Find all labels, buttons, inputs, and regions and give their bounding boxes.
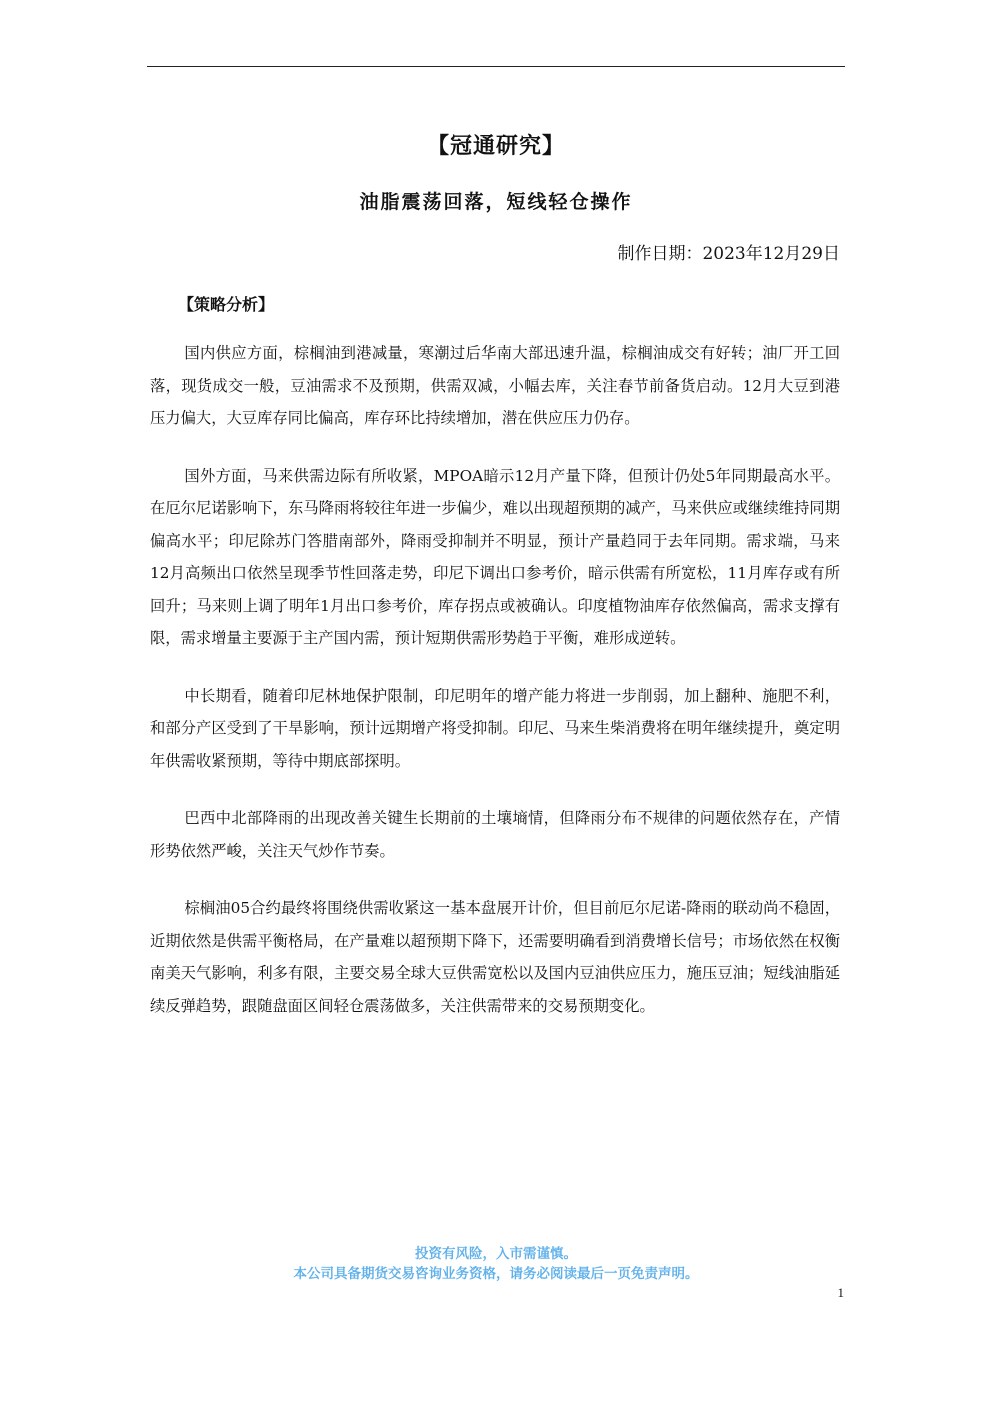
header-rule	[147, 66, 845, 67]
paragraph-domestic-supply: 国内供应方面，棕榈油到港减量，寒潮过后华南大部迅速升温，棕榈油成交有好转；油厂开工回落，现货成交一般，豆油需求不及预期，供需双减，小幅去库，关注春节前备货启动。12月大豆到港压力偏大，大豆库存同比偏高，库存环比持续增加，潜在供应压力仍存。	[150, 344, 840, 427]
report-body	[150, 337, 840, 1047]
paragraph-long-term: 中长期看，随着印尼林地保护限制，印尼明年的增产能力将进一步削弱，加上翻种、施肥不利，和部分产区受到了干旱影响，预计远期增产将受抑制。印尼、马来生柴消费将在明年继续提升，奠定明年供需收紧预期，等待中期底部探明。	[150, 686, 840, 770]
paragraph-conclusion: 棕榈油05合约最终将围绕供需收紧这一基本盘展开计价，但目前厄尔尼诺-降雨的联动尚不稳固，近期依然是供需平衡格局，在产量难以超预期下降下，还需要明确看到消费增长信号；市场依然在权衡南美天气影响，利多有限，主要交易全球大豆供需宽松以及国内豆油供应压力，施压豆油；短线油脂延续反弹趋势，跟随盘面区间轻仓震荡做多，关注供需带来的交易预期变化。	[150, 899, 840, 1015]
paragraph-brazil: 巴西中北部降雨的出现改善关键生长期前的土壤墒情，但降雨分布不规律的问题依然存在，产情形势依然严峻，关注天气炒作节奏。	[150, 809, 840, 860]
page-number: 1	[837, 1285, 844, 1300]
disclaimer-line-2: 本公司具备期货交易咨询业务资格，请务必阅读最后一页免责声明。	[293, 1266, 699, 1282]
risk-disclaimer	[147, 1244, 845, 1284]
paragraph-overseas: 国外方面，马来供需边际有所收紧，MPOA暗示12月产量下降，但预计仍处5年同期最高水平。在厄尔尼诺影响下，东马降雨将较往年进一步偏少，难以出现超预期的减产，马来供应或继续维持同期偏高水平；印尼除苏门答腊南部外，降雨受抑制并不明显，预计产量趋同于去年同期。需求端，马来12月高频出口依然呈现季节性回落走势，印尼下调出口参考价，暗示供需有所宽松，11月库存或有所回升；马来则上调了明年1月出口参考价，库存拐点或被确认。印度植物油库存依然偏高，需求支撑有限，需求增量主要源于主产国内需，预计短期供需形势趋于平衡，难形成逆转。	[150, 466, 840, 647]
report-subtitle: 油脂震荡回落，短线轻仓操作	[359, 191, 633, 213]
report-title: 【冠通研究】	[426, 133, 565, 159]
report-date: 制作日期：2023年12月29日	[617, 244, 840, 264]
disclaimer-line-1: 投资有风险，入市需谨慎。	[415, 1246, 577, 1262]
section-heading-strategy: 【策略分析】	[178, 295, 275, 314]
